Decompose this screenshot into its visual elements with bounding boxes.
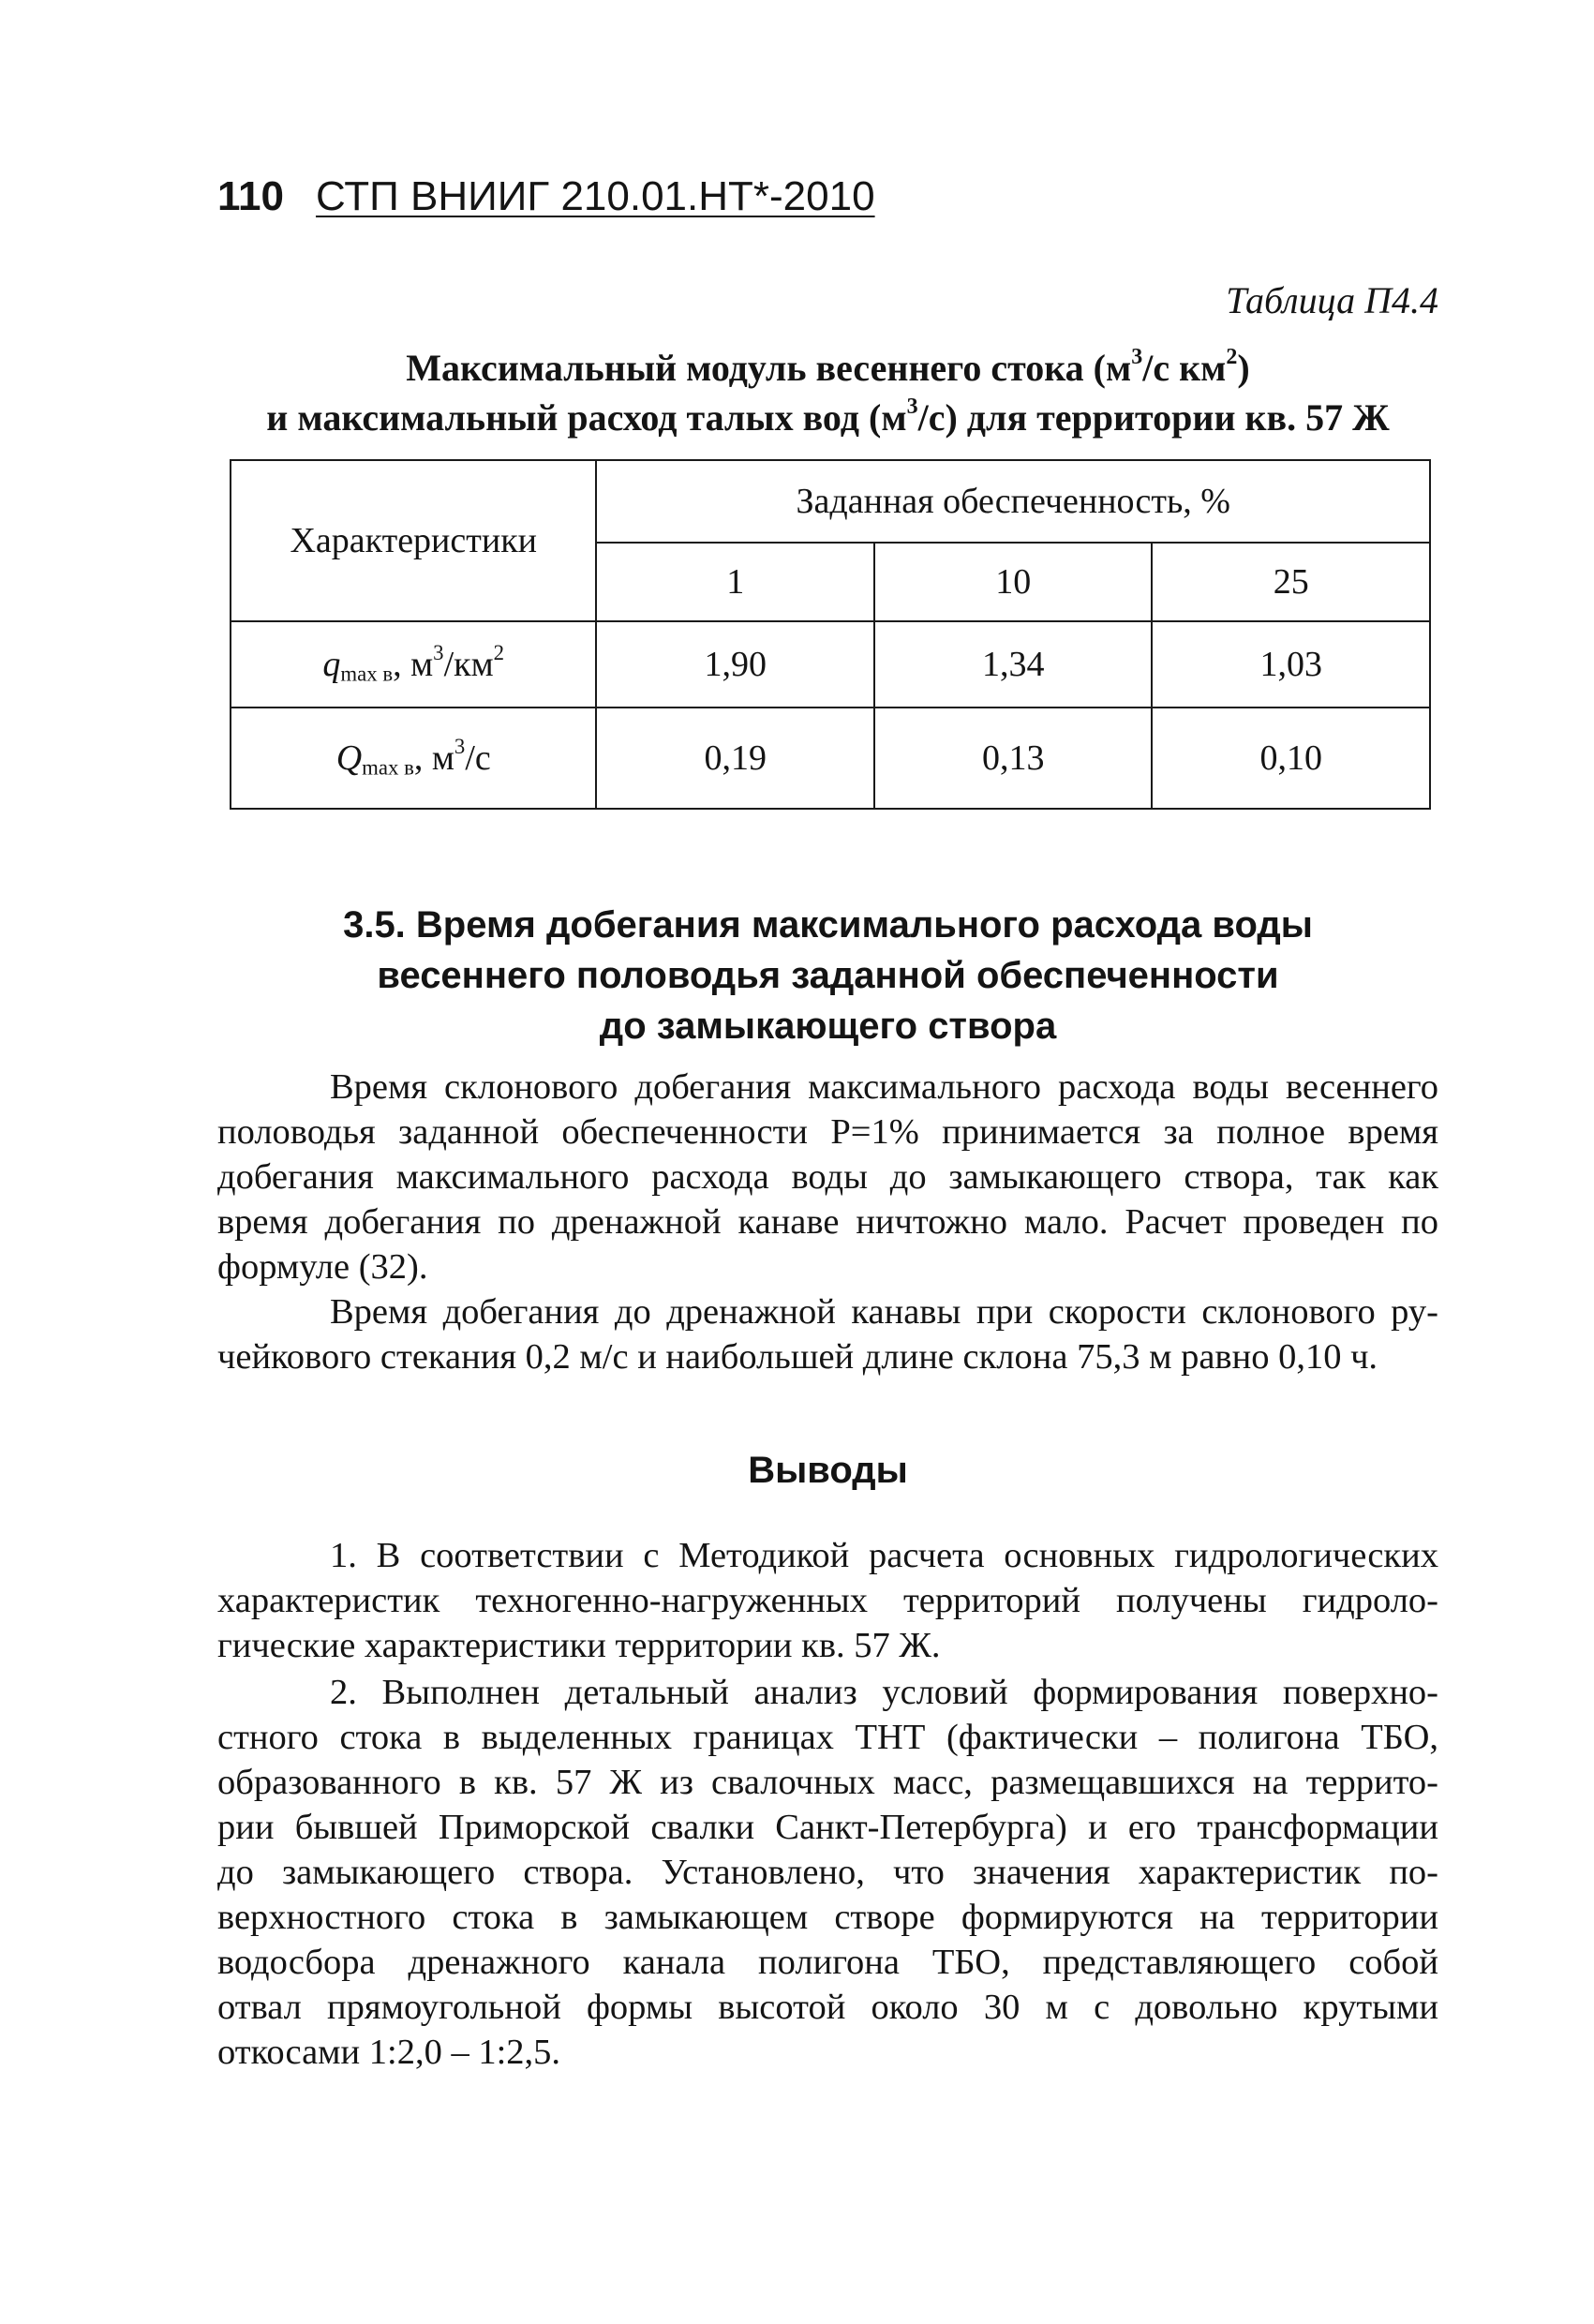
paragraph-line: 1. В соответствии с Методикой расчета основных гидрологических — [330, 1536, 1438, 1575]
header-probability-10: 10 — [874, 543, 1153, 621]
paragraph-line: Время склонового добегания максимального расхода воды весеннего — [330, 1067, 1438, 1107]
section-heading — [217, 900, 1438, 1051]
paragraph-line: стного стока в выделенных границах ТНТ (фактически – полигона ТБО, — [217, 1718, 1438, 1757]
paragraph-line: Время добегания до дренажной канавы при скорости склонового ру- — [330, 1292, 1438, 1332]
table-cell: 1,34 — [874, 621, 1153, 708]
paragraph-2 — [217, 1289, 1438, 1379]
section-heading-line: до замыкающего створа — [599, 1006, 1057, 1047]
page-header — [217, 169, 875, 225]
table-cell: 1,03 — [1152, 621, 1430, 708]
paragraph-line: добегания максимального расхода воды до замыкающего створа, так как — [217, 1157, 1438, 1197]
table-cell: 0,19 — [596, 708, 874, 809]
row-label-Qmax: $Q_{max в}$, $м^3/с$ — [231, 708, 596, 809]
paragraph-line: чейкового стекания 0,2 м/с и наибольшей длине склона 75,3 м равно 0,10 ч. — [217, 1337, 1378, 1377]
paragraph-line: время добегания по дренажной канаве ничтожно мало. Расчет проведен по — [217, 1202, 1438, 1242]
document-code: СТП ВНИИГ 210.01.НТ*-2010 — [315, 173, 875, 219]
paragraph-line: формуле (32). — [217, 1247, 428, 1287]
row-label-qmax: $q_{max в}$, $м^3/км^2$ — [231, 621, 596, 708]
table-row — [231, 621, 1430, 708]
paragraph-line: отвал прямоугольной формы высотой около 30 м с довольно крутыми — [217, 1988, 1438, 2027]
conclusion-item-1 — [217, 1533, 1438, 1668]
paragraph-line: образованного в кв. 57 Ж из свалочных масс, размещавшихся на террито- — [217, 1763, 1438, 1802]
table-cell: 0,10 — [1152, 708, 1430, 809]
paragraph-line: верхностного стока в замыкающем створе формируются на территории — [217, 1898, 1438, 1937]
paragraph-line: водосбора дренажного канала полигона ТБО, представляющего собой — [217, 1943, 1438, 1982]
paragraph-line: рии бывшей Приморской свалки Санкт-Петербурга) и его трансформации — [217, 1808, 1438, 1847]
paragraph-line: 2. Выполнен детальный анализ условий формирования поверхно- — [330, 1673, 1438, 1712]
header-probability-group: Заданная обеспеченность, % — [596, 460, 1430, 543]
table-caption-line-1: Максимальный модуль весеннего стока ($м^3/с$ $км^2$) — [406, 345, 1250, 389]
table-cell: 1,90 — [596, 621, 874, 708]
paragraph-1 — [217, 1065, 1438, 1289]
table-caption-line-2: и максимальный расход талых вод $(м^3/с)$ для территории кв. 57 Ж — [266, 395, 1390, 439]
table-row — [231, 708, 1430, 809]
paragraph-line: гические характеристики территории кв. 57 Ж. — [217, 1626, 941, 1665]
table-header-row — [231, 460, 1430, 543]
paragraph-line: до замыкающего створа. Установлено, что значения характеристик по- — [217, 1853, 1438, 1892]
section-heading-line: весеннего половодья заданной обеспеченности — [377, 955, 1279, 996]
table-cell: 0,13 — [874, 708, 1153, 809]
paragraph-line: откосами 1:2,0 – 1:2,5. — [217, 2033, 561, 2072]
paragraph-line: характеристик техногенно-нагруженных территорий получены гидроло- — [217, 1581, 1438, 1620]
section-heading-line: 3.5. Время добегания максимального расхода воды — [343, 904, 1313, 946]
header-probability-1: 1 — [596, 543, 874, 621]
header-characteristics: Характеристики — [231, 460, 596, 621]
conclusion-item-2 — [217, 1670, 1438, 2075]
paragraph-line: половодья заданной обеспеченности P=1% принимается за полное время — [217, 1112, 1438, 1152]
header-probability-25: 25 — [1152, 543, 1430, 621]
data-table — [230, 459, 1431, 810]
table-label: Таблица П4.4 — [1226, 279, 1438, 321]
page-number: 110 — [217, 173, 284, 219]
table-caption — [217, 343, 1438, 442]
conclusions-heading: Выводы — [748, 1450, 908, 1491]
